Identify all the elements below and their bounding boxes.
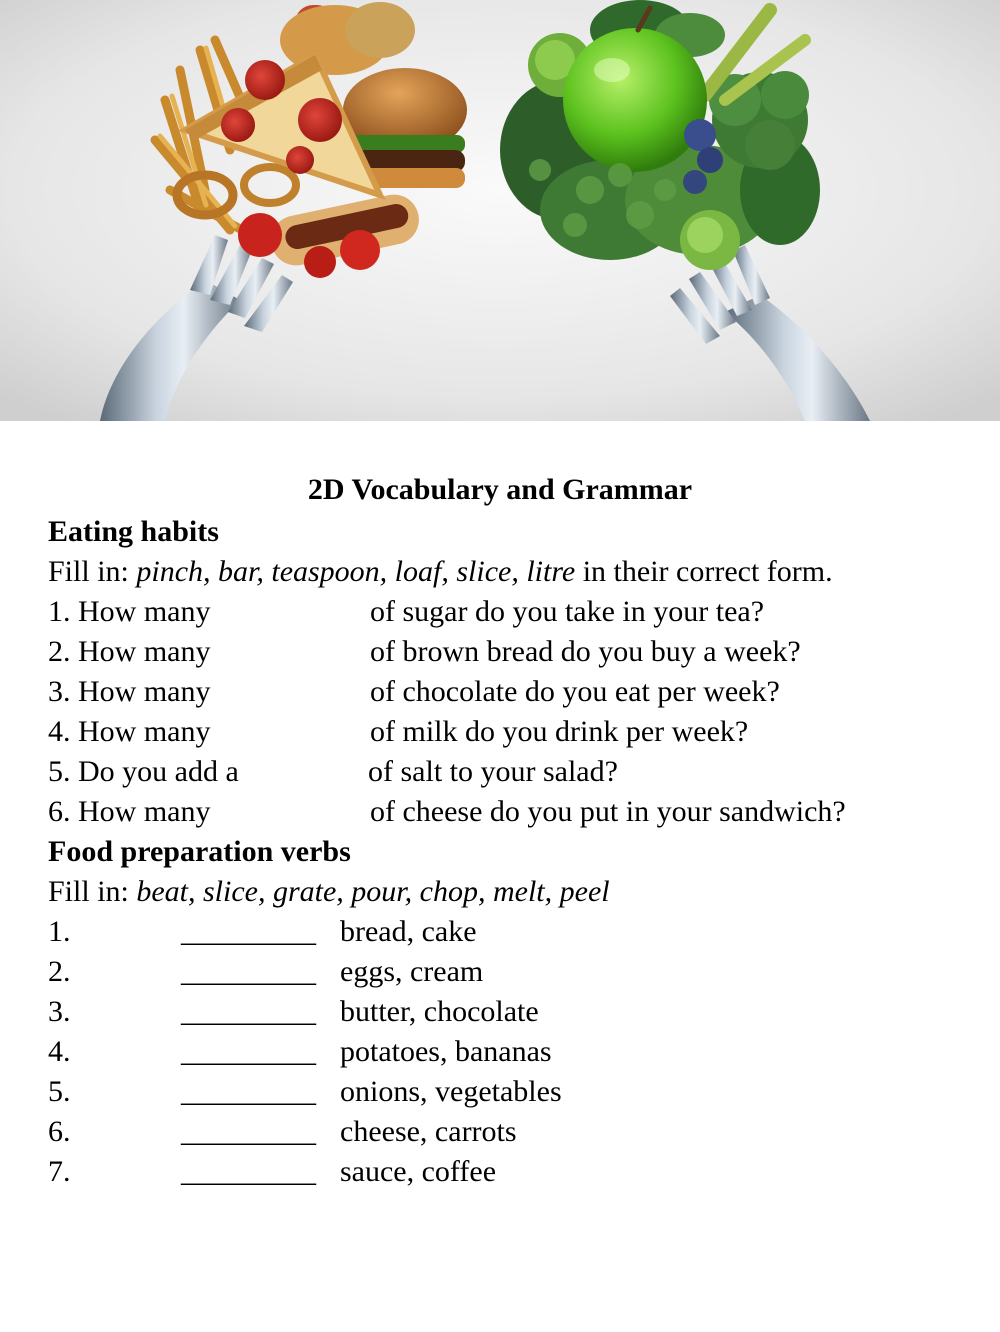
item-4-number: 4. bbox=[48, 1035, 71, 1068]
instruction-food-preparation bbox=[48, 874, 610, 910]
item-1-text: bread, cake bbox=[340, 915, 477, 948]
item-6-blank: _________ bbox=[181, 1115, 316, 1148]
item-5-number: 5. bbox=[48, 1075, 71, 1108]
question-4-end: of milk do you drink per week? bbox=[370, 715, 749, 748]
item-6-number: 6. bbox=[48, 1115, 71, 1148]
instruction-prefix: Fill in: bbox=[48, 875, 137, 908]
question-1-end: of sugar do you take in your tea? bbox=[370, 595, 765, 628]
question-6-end: of cheese do you put in your sandwich? bbox=[370, 795, 846, 828]
question-5-start: 5. Do you add a bbox=[48, 755, 239, 788]
item-3-text: butter, chocolate bbox=[340, 995, 539, 1028]
item-6-text: cheese, carrots bbox=[340, 1115, 517, 1148]
question-4-start: 4. How many bbox=[48, 715, 211, 748]
item-7-number: 7. bbox=[48, 1155, 71, 1188]
instruction-prefix: Fill in: bbox=[48, 555, 137, 588]
item-3-blank: _________ bbox=[181, 995, 316, 1028]
item-1-blank: _________ bbox=[181, 915, 316, 948]
section-heading-food-preparation: Food preparation verbs bbox=[48, 835, 351, 868]
item-7-text: sauce, coffee bbox=[340, 1155, 497, 1188]
item-4-blank: _________ bbox=[181, 1035, 316, 1068]
item-3-number: 3. bbox=[48, 995, 71, 1028]
question-1-start: 1. How many bbox=[48, 595, 211, 628]
item-4-text: potatoes, bananas bbox=[340, 1035, 552, 1068]
question-6-start: 6. How many bbox=[48, 795, 211, 828]
item-5-blank: _________ bbox=[181, 1075, 316, 1108]
question-3-start: 3. How many bbox=[48, 675, 211, 708]
item-2-text: eggs, cream bbox=[340, 955, 484, 988]
question-5-end: of salt to your salad? bbox=[368, 755, 618, 788]
item-7-blank: _________ bbox=[181, 1155, 316, 1188]
page-title: 2D Vocabulary and Grammar bbox=[307, 473, 693, 506]
item-5-text: onions, vegetables bbox=[340, 1075, 562, 1108]
question-2-start: 2. How many bbox=[48, 635, 211, 668]
instruction-eating-habits bbox=[48, 554, 833, 590]
instruction-suffix: in their correct form. bbox=[575, 555, 833, 588]
instruction-words: beat, slice, grate, pour, chop, melt, peel bbox=[136, 875, 610, 908]
item-2-number: 2. bbox=[48, 955, 71, 988]
question-3-end: of chocolate do you eat per week? bbox=[370, 675, 780, 708]
item-2-blank: _________ bbox=[181, 955, 316, 988]
section-heading-eating-habits: Eating habits bbox=[48, 515, 219, 548]
question-2-end: of brown bread do you buy a week? bbox=[370, 635, 801, 668]
item-1-number: 1. bbox=[48, 915, 71, 948]
instruction-words: pinch, bar, teaspoon, loaf, slice, litre bbox=[136, 555, 576, 588]
